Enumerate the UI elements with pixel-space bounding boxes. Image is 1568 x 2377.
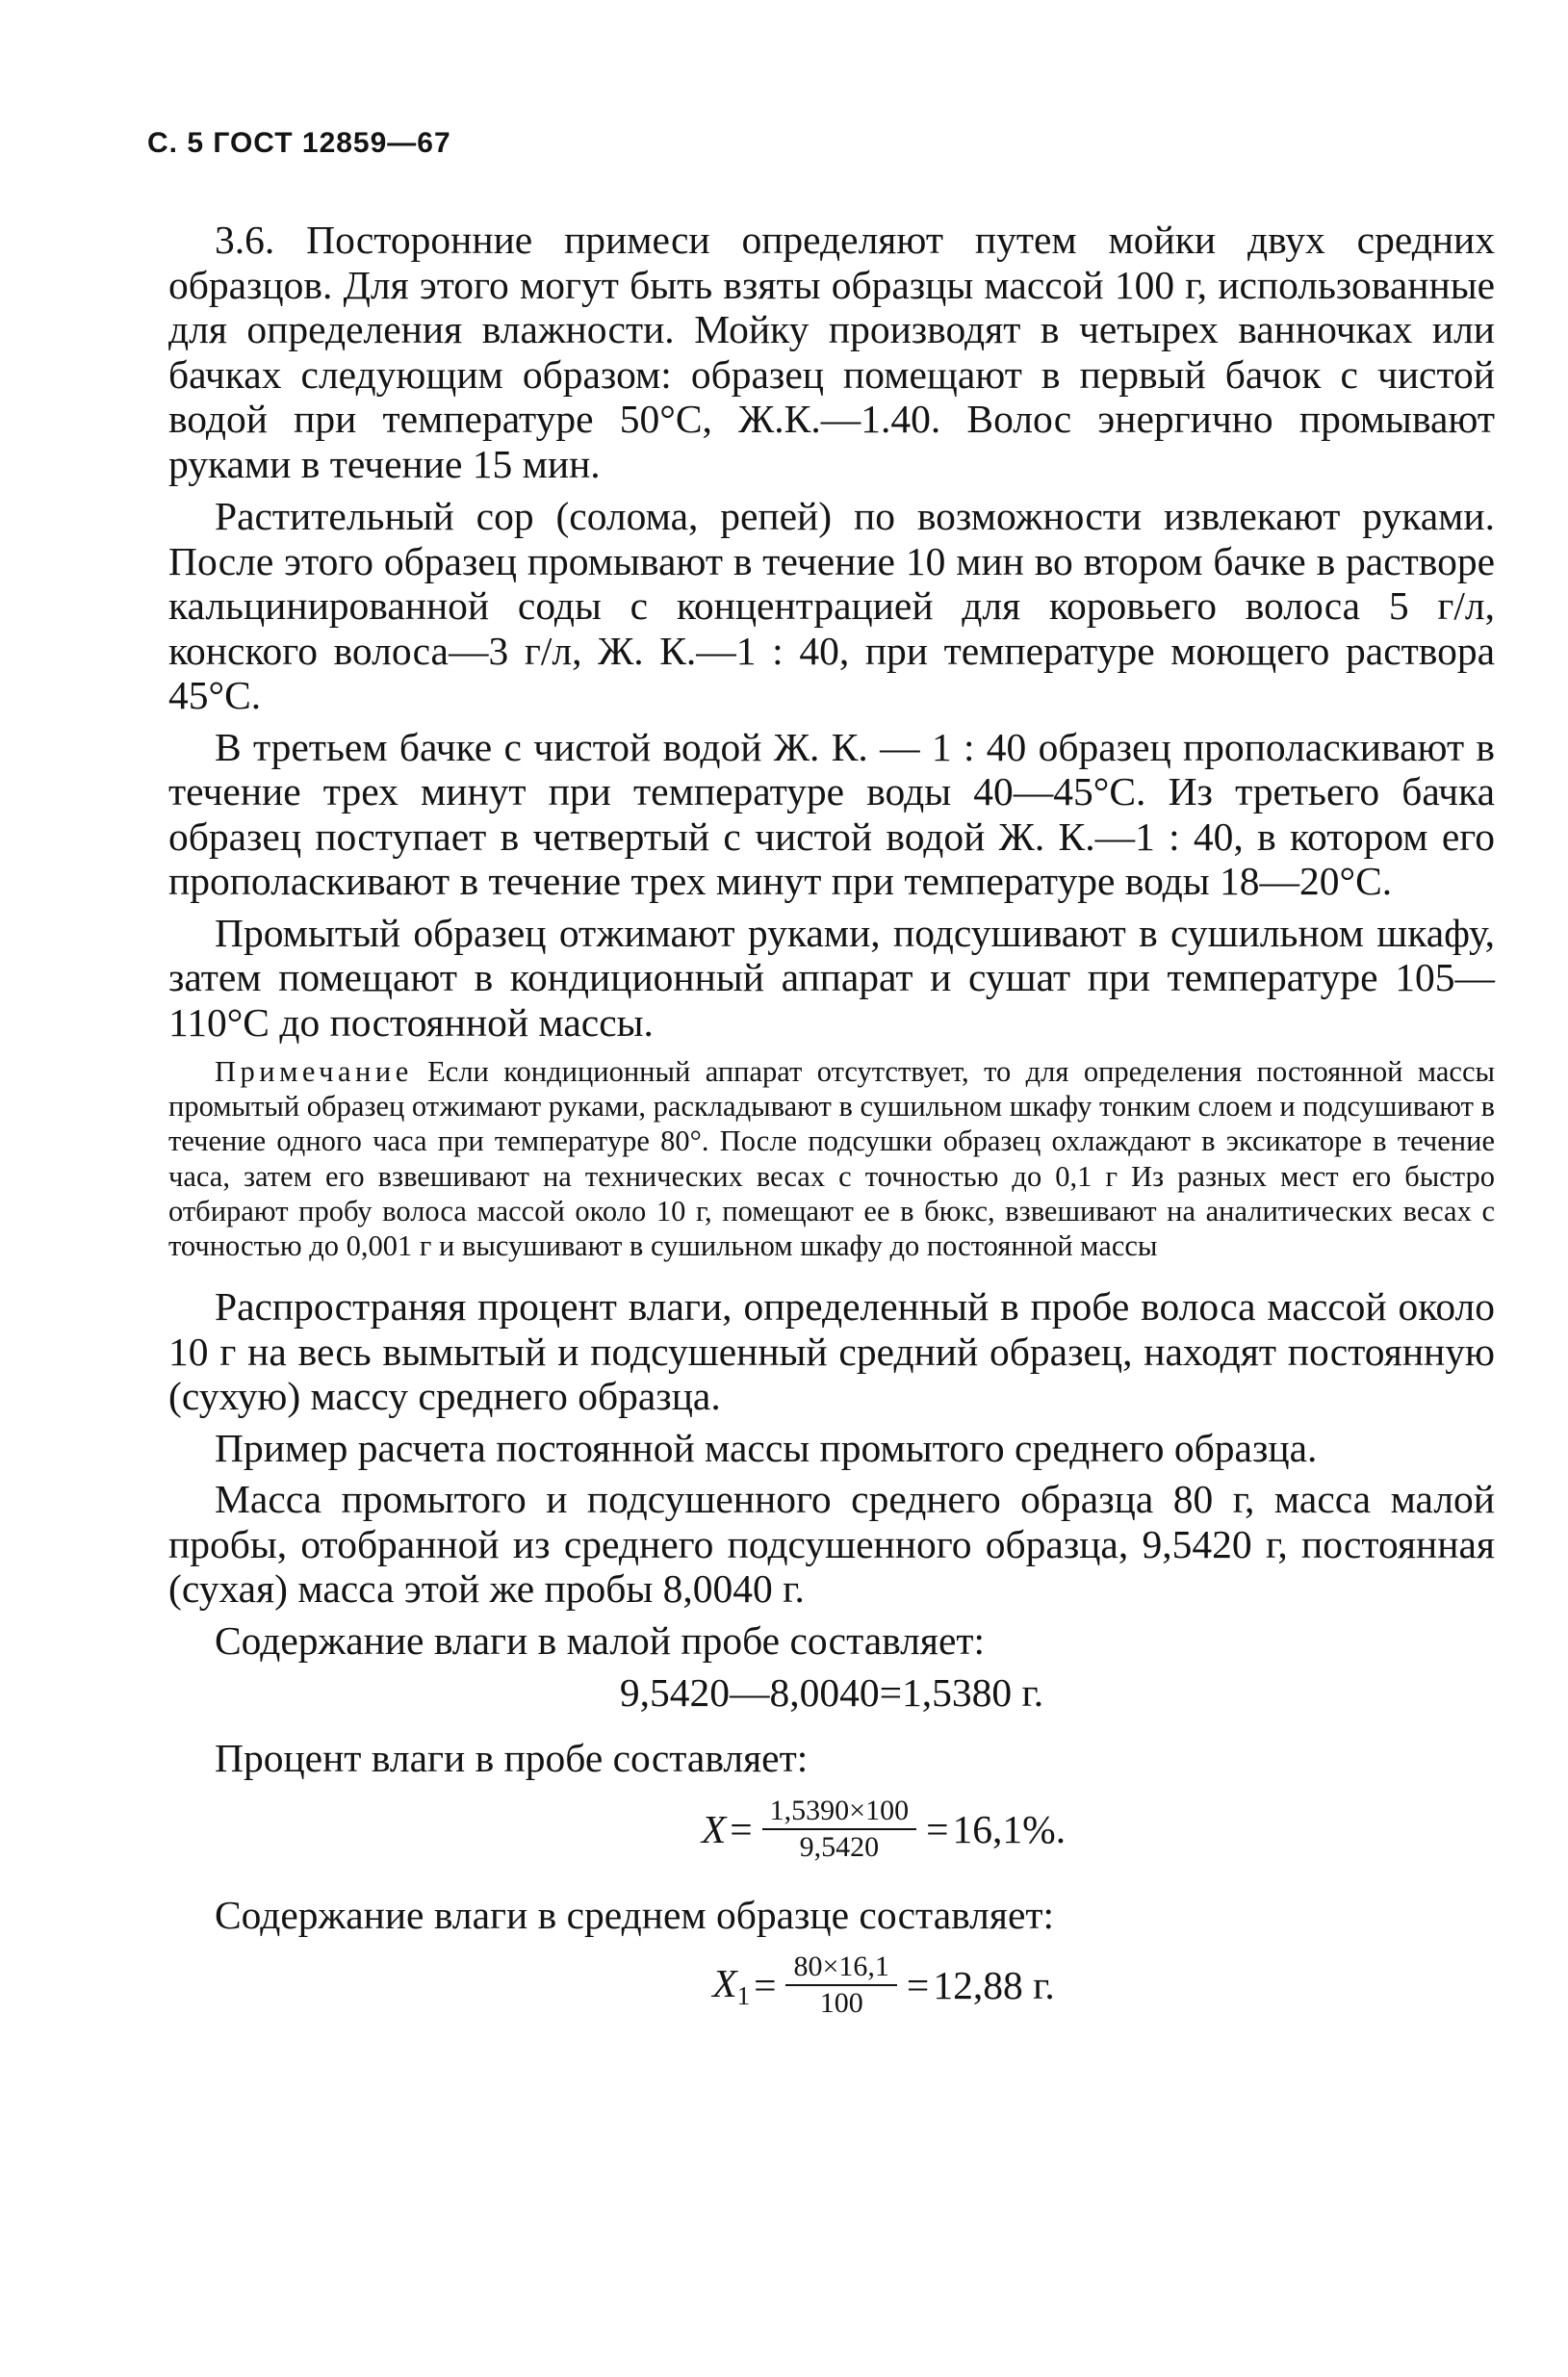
paragraph-drying: Промытый образец отжимают руками, подсушивают в сушильном шкафу, затем помещают в кондиционный аппарат и сушат при температуре 105—110°С до постоянной массы. [168, 910, 1495, 1045]
fraction-denominator: 9,5420 [799, 1830, 880, 1863]
page-header: С. 5 ГОСТ 12859—67 [147, 127, 451, 159]
formula-average-lhs-var: X [712, 1960, 737, 2005]
equals-sign: = [906, 1963, 930, 2008]
formula-percent [272, 1795, 1495, 1864]
paragraph-moisture-percent: Распространяя процент влаги, определенный в пробе волоса массой около 10 г на весь вымытый и подсушенный средний образец, находят постоянную (сухую) массу среднего образца. [168, 1284, 1495, 1419]
formula-percent-lhs: X [701, 1806, 727, 1851]
formula-average [272, 1951, 1495, 2020]
paragraph-example-data: Масса промытого и подсушенного среднего образца 80 г, масса малой пробы, отобранной из среднего подсушенного образца, 9,5420 г, постоянная (сухая) масса этой же пробы 8,0040 г. [168, 1477, 1495, 1612]
fraction [762, 1795, 916, 1864]
note-block [168, 1054, 1495, 1263]
formula-average-result: 12,88 г. [933, 1963, 1055, 2008]
paragraph-moisture-small-sample: Содержание влаги в малой пробе составляет: [215, 1617, 986, 1663]
paragraph-example-title: Пример расчета постоянной массы промытого среднего образца. [215, 1425, 1318, 1470]
note-text: Если кондиционный аппарат отсутствует, то для определения постоянной массы промытый образец отжимают руками, раскладывают в сушильном шкафу тонким слоем и подсушивают в течение одного часа при температуре 80°. После подсушки образец охлаждают в эксикаторе в течение часа, затем его взвешивают на технических весах с точностью до 0,1 г Из разных мест его быстро отбирают пробу волоса массой около 10 г, помещают ее в бюкс, взвешивают на аналитических весах с точностью до 0,001 г и высушивают в сушильном шкафу до постоянной массы [168, 1055, 1496, 1263]
formula-percent-result: 16,1%. [952, 1806, 1067, 1851]
formula-difference: 9,5420—8,0040=1,5380 г. [619, 1670, 1044, 1716]
fraction [785, 1951, 896, 2020]
formula-average-lhs-subscript: 1 [736, 1980, 751, 2010]
fraction-numerator: 80×16,1 [785, 1951, 896, 1986]
equals-sign: = [730, 1806, 753, 1851]
paragraph-moisture-in-sample: Процент влаги в пробе составляет: [215, 1736, 809, 1781]
document-body [168, 218, 1495, 2049]
paragraph-third-tank: В третьем бачке с чистой водой Ж. К. — 1 : 40 образец прополаскивают в течение трех минут при температуре воды 40—45°С. Из третьего бачка образец поступает в четвертый с чистой водой Ж. К.—1 : 40, в котором его прополаскивают в течение трех минут при температуре воды 18—20°С. [168, 724, 1495, 903]
paragraph-3-6: 3.6. Посторонние примеси определяют путем мойки двух средних образцов. Для этого могут быть взяты образцы массой 100 г, использованные для определения влажности. Мойку производят в четырех ванночках или бачках следующим образом: образец помещают в первый бачок с чистой водой при температуре 50°С, Ж.К.—1.40. Волос энергично промывают руками в течение 15 мин. [168, 218, 1495, 486]
fraction-numerator: 1,5390×100 [762, 1795, 916, 1830]
paragraph-plant-debris: Растительный сор (солома, репей) по возможности извлекают руками. После этого образец промывают в течение 10 мин во втором бачке в растворе кальцинированной соды с концентрацией для коровьего волоса 5 г/л, конского волоса—3 г/л, Ж. К.—1 : 40, при температуре моющего раствора 45°С. [168, 494, 1495, 717]
fraction-denominator: 100 [819, 1987, 863, 2020]
note-label: Примечание [215, 1055, 413, 1088]
formula-average-lhs [712, 1960, 750, 2011]
equals-sign: = [926, 1806, 949, 1851]
paragraph-moisture-average: Содержание влаги в среднем образце составляет: [215, 1892, 1055, 1937]
equals-sign: = [754, 1963, 777, 2008]
